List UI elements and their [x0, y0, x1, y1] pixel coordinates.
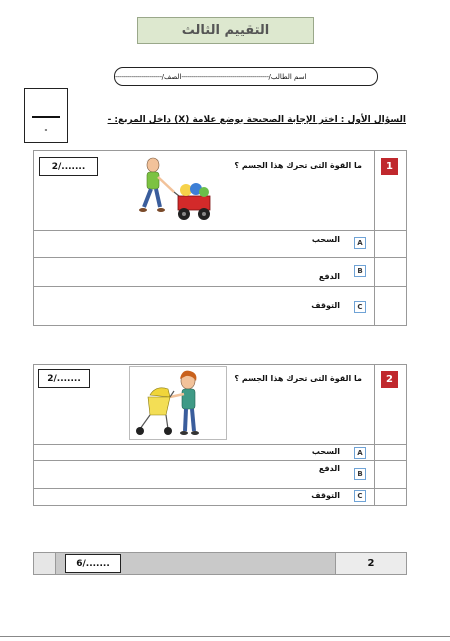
row-divider: [34, 460, 406, 461]
question-mark-box: 2/.......: [39, 157, 98, 176]
option-b-checkbox[interactable]: B: [354, 468, 366, 480]
row-divider: [34, 257, 406, 258]
option-c-text: التوقف: [311, 491, 340, 500]
student-info-field[interactable]: [114, 67, 378, 86]
total-score-value: -: [44, 126, 48, 134]
option-c-checkbox[interactable]: C: [354, 490, 366, 502]
question-text: ما القوة التى تحرك هذا الجسم ؟: [234, 161, 362, 170]
question-number-badge: 1: [381, 158, 398, 175]
option-a-checkbox[interactable]: A: [354, 237, 366, 249]
option-a-checkbox[interactable]: A: [354, 447, 366, 459]
image-frame: [129, 366, 227, 440]
option-b-text: الدفع: [318, 272, 340, 281]
row-divider: [34, 286, 406, 287]
total-score-box: [24, 88, 68, 143]
row-divider: [34, 230, 406, 231]
child-pulling-wagon-image: [130, 154, 214, 222]
summary-score-box: 6/.......: [65, 554, 121, 573]
student-name-label: اسم الطالب/: [268, 72, 307, 81]
question-2-table: [33, 364, 407, 506]
question-number-column: [374, 151, 406, 325]
row-divider: [34, 488, 406, 489]
row-divider: [34, 444, 406, 445]
student-name-blank[interactable]: -------------------------------------------: [181, 72, 269, 81]
option-a-text: السحب: [311, 235, 340, 244]
option-b-text: الدفع: [318, 464, 340, 473]
question-mark-box: 2/.......: [38, 369, 90, 388]
child-pushing-stroller-image: [130, 367, 226, 439]
option-c-checkbox[interactable]: C: [354, 301, 366, 313]
score-line: [32, 116, 60, 118]
option-b-checkbox[interactable]: B: [354, 265, 366, 277]
page-title: التقييم الثالث: [137, 17, 314, 44]
option-a-text: السحب: [311, 447, 340, 456]
class-blank[interactable]: -----------------------: [115, 72, 162, 81]
question-1-table: [33, 150, 407, 326]
summary-left-cell: [34, 553, 56, 574]
class-label: الصف/: [161, 72, 182, 81]
question-number-badge: 2: [381, 371, 398, 388]
summary-row: [33, 552, 407, 575]
option-c-text: التوقف: [311, 301, 340, 310]
page-footer-rule: [0, 636, 450, 637]
question-text: ما القوة التى تحرك هذا الجسم ؟: [234, 374, 362, 383]
section-heading: السؤال الأول : اختر الإجابة الصحيحة بوضع علامة (X) داخل المربع: -: [107, 115, 406, 125]
summary-number: 2: [335, 553, 406, 574]
